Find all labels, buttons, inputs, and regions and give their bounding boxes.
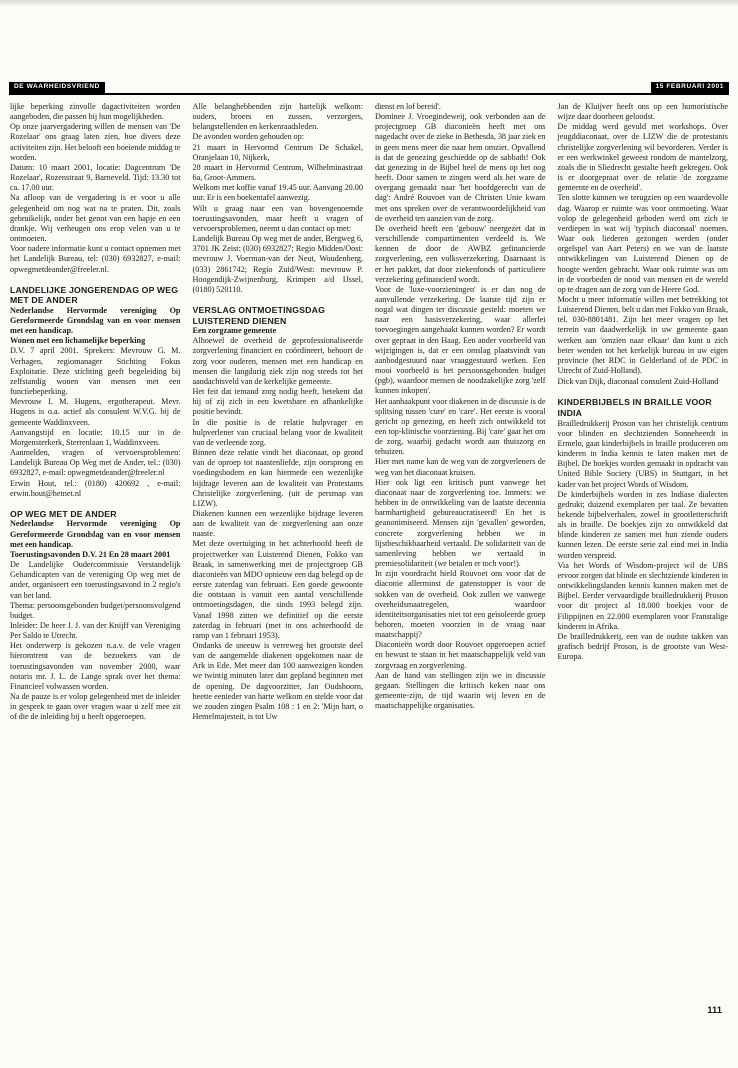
paragraph: Diaconieën wordt door Rouvoet opgeroepen actief en bewust te staan in het maatschappelijk veld van zorgvraag en zorgverlening. xyxy=(375,640,546,670)
paragraph: Diakenen kunnen een wezenlijke bijdrage leveren aan de kwaliteit van de zorgverlening aan onze naaste. xyxy=(192,508,363,539)
paragraph: Met deze overtuiging in het achterhoofd heeft de projectwerker van Luisterend Dienen, Fokko van Braak, in samenwerking met de projectgroep GB diaconieën van MDO opnieuw een dag belegd op de eerste zaterdag van februari. Een goede gewoonte die ontstaan is vanuit een aantal verschillende ontmoetingsdagen, die sinds 1993 belegd zijn. Vanaf 1998 zitten we definitief op die eerste zaterdag in februari (met in ons achterhoofd de ramp van 1 februari 1953). xyxy=(192,539,363,640)
paragraph: De Landelijke Oudercommissie Verstandelijk Gehandicapten van de vereniging Op weg met de ander, organiseert een toerustingsavond in 2 regio's van het land. xyxy=(10,560,181,600)
signature-line: Dick van Dijk, diaconaal consulent Zuid-Holland xyxy=(557,377,719,387)
paragraph: Na de pauze is er volop gelegenheid met de inleider in gesprek te gaan over vragen waar u zelf mee zit of die de inleiding bij u heeft opgeroepen. xyxy=(10,692,181,722)
paragraph: In die positie is de relatie hulpvrager en hulpverlener van cruciaal belang voor de kwaliteit van de verleende zorg. xyxy=(192,417,363,447)
paragraph: Brailledrukkerij Proson van het christelijk centrum voor blinden en slechtzienden Sonneheerdt in Ermelo, gaat kinderbijbels in braille produceren om kinderen in India kennis te laten maken met de Bijbel. De boekjes worden gemaakt in opdracht van United Bible Society (UBS) in Stuttgart, in het kader van het project Words of Wisdom. xyxy=(557,418,728,489)
paragraph: Datum: 10 maart 2001, locatie: Dagcentrum 'De Rozelaar', Rozenstraat 9, Barneveld. Tijd: 13.30 tot ca. 17.00 uur. xyxy=(10,162,181,193)
paragraph: D.V. 7 april 2001. Sprekers: Mevrouw G. M. Verhagen, regiomanager Stichting Fokus Exploitatie. Deze stichting geeft begeleiding bij zelfstandig wonen van mensen met een functiebeperking. xyxy=(10,346,181,397)
paragraph: Het feit dat iemand zorg nodig heeft, betekent dat hij of zij zich in een kwetsbare en afhankelijke positie bevindt. xyxy=(192,387,363,417)
bold-paragraph: Nederlandse Hervormde vereniging Op Gereformeerde Grondslag van en voor mensen met een handicap. xyxy=(10,305,181,336)
subsection-heading: Wonen met een lichamelijke beperking xyxy=(10,336,146,346)
paragraph: dienst en lof bereid'. xyxy=(375,102,441,111)
paragraph: Erwin Hout, tel.: (0180) 420692 , e-mail: erwin.hout@hetnet.nl xyxy=(10,478,181,498)
paragraph: Alhoewel de overheid de geprofessionaliseerde zorgverlening financiert en coördineert, behoort de zorg voor ouderen, mensen met een handicap en mensen die langdurig ziek zijn nog steeds tot het aandachtsveld van de kerkelijke gemeente. xyxy=(192,336,363,386)
masthead-label: DE WAARHEIDSVRIEND xyxy=(9,82,105,93)
text-column-3 xyxy=(375,102,546,723)
paragraph: Mocht u meer informatie willen met betrekking tot Luisterend Dienen, belt u dan met Fokko van Braak, tel. 030-8801481. Zijn het meer vragen op het terrein van daadwerkelijk in uw gemeente gaan werken aan 'omzien naar elkaar' dan kunt u zich beter wenden tot het kerkelijk bureau in uw eigen provincie (het RDC in Gelderland of de PDC in Utrecht of Zuid-Holland). xyxy=(557,294,728,376)
paragraph: Hier ook ligt een kritisch punt vanwege het diaconaat naar de zorgverlening toe. Immers: we hebben in de ontwikkeling van de laatste decennia barmhartigheid gebureaucratiseerd! En het is geanonimiseerd. Mensen zijn 'gevallen' geworden, concrete zorgverlening hebben we in lijstbeschikbaarheid vertaald. De solidariteit van de samenleving hebben we vertaald in premiesolidariteit (we betalen er toch voor!). xyxy=(375,477,546,569)
paragraph: Het aanhaakpunt voor diakenen in de discussie is de splitsing tussen 'cure' en 'care'. Het eerste is vooral gericht op genezing, en heeft zich ontwikkeld tot een top-klinische voorziening. Bij 'care' gaat het om de zorg, waarbij gedacht wordt aan thuiszorg en tehuizen. xyxy=(375,396,546,457)
paragraph: Hier met name kan de weg van de zorgverleners de weg van het diaconaat kruisen. xyxy=(375,457,546,477)
page-number: 111 xyxy=(707,1005,722,1016)
section-heading: LANDELIJKE JONGERENDAG OP WEG MET DE ANDER xyxy=(10,284,179,306)
paragraph: Inleider: De heer J. J. van der Knijff van Vereniging Per Saldo te Utrecht. xyxy=(10,620,181,641)
paragraph: 28 maart in Hervormd Centrum, Wilhelminastraat 6a, Groot-Ammers. xyxy=(192,162,363,183)
text-column-4 xyxy=(558,102,729,723)
issue-date-label: 15 FEBRUARI 2001 xyxy=(651,82,729,93)
paragraph: Op onze jaarvergadering willen de mensen van 'De Rozelaar' ons graag laten zien, hoe divers deze activiteiten zijn. Het belooft een boeiende middag te worden. xyxy=(10,122,181,162)
paragraph: Ondanks de sneeuw is verreweg het grootste deel van de aangemelde diakenen opgekomen naar de Ark in Ede. Met meer dan 100 aanwezigen konden we twintig minuten later dan gepland beginnen met de opening. De dagvoorzitter, Jan Oudshoorn, heette eenieder van harte welkom en stelde voor dat we zouden zingen Psalm 108 : 1 en 2: 'Mijn hart, o Hemelmajesteit, is tot Uw xyxy=(192,641,363,722)
paragraph: Binnen deze relatie vindt het diaconaat, op grond van de oproep tot naastenliefde, zijn oorsprong en voedingsbodem en kan hiermede een wezenlijke bijdrage leveren aan de kwaliteit van Protestants Christelijke zorgverlening. (uit de persmap van LIZW). xyxy=(192,448,363,508)
paragraph: Dominee J. Vroegindeweij, ook verbonden aan de projectgroep GB diaconieën heeft met ons nagedacht over de zieke in Bethesda, 38 jaar ziek en in geen mens meer die naar hem omziet. Opvallend is dat de genezing geschiedde op de sabbath! Ook dat genezing in de Bijbel heel de mens op het oog heeft. Door samen te zingen werd als het ware de overgang gemaakt naar 'het hoofdgerecht van de dag': André Rouvoet van de Christen Unie kwam met ons spreken over de verantwoordelijkheid van de overheid ten aanzien van de zorg. xyxy=(375,112,546,223)
paragraph: Wilt u graag naar een van bovengenoemde toerustingsavonden, maar heeft u vragen of vervoersproblemen, neemt u dan contact op met: xyxy=(192,203,363,233)
paragraph: De overheid heeft een 'gebouw' neergezet dat in verschillende compartimenten verdeeld is. We kennen de door de AWBZ gefinancierde zorgverlening, een volksverzekering. Daarnaast is er het pakket, dat door ziekenfonds of particuliere verzekering gefinancierd wordt. xyxy=(375,223,546,284)
paragraph: Thema: persoonsgebonden budget/persoonsvolgend budget. xyxy=(10,600,181,620)
paragraph: 21 maart in Hervormd Centrum De Schakel, Oranjelaan 10, Nijkerk, xyxy=(192,142,363,162)
paragraph: De kinderbijbels worden in zes Indiase dialecten gedrukt; duizend exemplaren per taal. Ze bevatten bekende bijbelverhalen, zowel in grootletterschrift als in braille. De boekjes zijn zo ontwikkeld dat blinde kinderen ze samen met hun ziende ouders kunnen lezen. De eerste serie zal eind mei in India worden verspreid. xyxy=(557,489,728,560)
paragraph: De middag werd gevuld met workshops. Over jeugddiaconaat, over de LIZW die de protestants christelijke zorgverlening wil bevorderen. Verder is er een werkwinkel geweest rondom de mantelzorg, zoals die in Sliedrecht gestalte heeft gekregen. Ook is er doorgepraat over de relatie 'de zorgzame gemeente en de overheid'. xyxy=(557,122,728,193)
paragraph: Voor de 'luxe-voorzieningen' is er dan nog de aanvullende verzekering. De laatste tijd zijn er nogal wat dingen ter discussie gesteld: moeten we naar een basisverzekering, waar allerlei toevoegingen aangehaakt kunnen worden? Er wordt over gepraat in den Haag. Een ander voorbeeld van wijzigingen is, dat er een omslag plaatsvindt van aanbodgestuurd naar vraaggestuurd werken. Een mooi voorbeeld is het persoonsgebonden budget (pgb), waardoor mensen de noodzakelijke zorg 'zelf kunnen inkopen'. xyxy=(375,284,546,396)
paragraph: Aan de hand van stellingen zijn we in discussie gegaan. Stellingen die kritisch keken naar ons gemeente-zijn, de tijd waarin wij leven en de maatschappelijke organisaties. xyxy=(375,670,546,711)
section-heading: KINDERBIJBELS IN BRAILLE VOOR INDIA xyxy=(557,397,712,418)
paragraph: Aanvangstijd en locatie: 10.15 uur in de Morgensterkerk, Sterrenlaan 1, Waddinxveen. xyxy=(10,427,181,447)
article-columns xyxy=(10,102,728,723)
paragraph: lijke beperking zinvolle dagactiviteiten worden aangeboden, die passen bij hun mogelijkheden. xyxy=(10,102,181,122)
paragraph: Alle belanghebbenden zijn hartelijk welkom: ouders, broers en zussen, verzorgers, belangstellenden en kerkenraadsleden. xyxy=(192,102,363,132)
paragraph: Na afloop van de vergadering is er voor u alle gelegenheid om nog wat na te praten. Dit, zoals gebruikelijk, onder het genot van een hapje en een drankje. Wij verheugen ons erop velen van u te ontmoeten. xyxy=(10,193,181,244)
subsection-heading: Een zorgzame gemeente xyxy=(192,326,277,336)
paragraph: Mevrouw I. M. Hugens, ergotherapeut. Mevr. Hugens is o.a. actief als consulent W.V.G. bij de gemeente Waddinxveen. xyxy=(10,397,181,427)
paragraph: In zijn voordracht hield Rouvoet ons voor dat de diaconie allerminst de gatenstopper is voor de sokken van de overheid. Ook zullen we vanwege overheidsmaatregelen, waardoor identiteitsorganisaties niet tot een geïsoleerde groep behoren, moeten voorzien in de vraag naar maatschappij? xyxy=(375,569,546,640)
paragraph: Landelijk Bureau Op weg met de ander, Bergweg 6, 3701 JK Zeist: (030) 6932827; Regio Midden/Oost: mevrouw J. Voerman-van der Neut, Woudenberg, (033) 2861742; Regio Zuid/West: mevrouw P. Hoogendijk-Zwijnenburg, Krimpen a/d IJssel, (0180) 520110. xyxy=(192,234,363,294)
section-heading: VERSLAG ONTMOETINGSDAG LUISTEREND DIENEN xyxy=(192,304,326,326)
text-column-1 xyxy=(10,102,181,723)
page-header-rule xyxy=(9,82,729,95)
paragraph: Welkom met koffie vanaf 19.45 uur. Aanvang 20.00 uur. Er is een boekentafel aanwezig. xyxy=(192,183,363,203)
paragraph: Ten slotte kunnen we terugzien op een waardevolle dag. Waarop er ruimte was voor ontmoeting. Waar volop de gelegenheid geboden werd om zich te verdiepen in wat wij 'typisch diaconaal' noemen. Waar ook liederen gezongen werden (onder orgelspel van Aart Peters) en we van de laatste ontwikkelingen van Luisterend Dienen op de hoogte werden gebracht. Waar ook ruimte was om in de voorbeden de nood van mensen en de wereld op te dragen aan de zorg van de Heere God. xyxy=(557,193,728,294)
section-heading: OP WEG MET DE ANDER xyxy=(10,508,117,519)
paragraph: Via het Words of Wisdom-project wil de UBS ervoor zorgen dat blinde en slechtziende kinderen in ontwikkelingslanden kennis kunnen maken met de Bijbel. Eerder vervaardigde brailledrukkerij Proson voor dit project al 18.000 boekjes voor de Filippijnen en 22.000 exemplaren voor Franstalige kinderen in Afrika. xyxy=(557,560,728,631)
subsection-heading: Toerustingsavonden D.V. 21 En 28 maart 2001 xyxy=(10,549,171,559)
paragraph: De avonden worden gehouden op: xyxy=(192,132,305,142)
paragraph: Aanmelden, vragen of vervoersproblemen: Landelijk Bureau Op Weg met de Ander, tel.: (030) 6932827, e-mail: opwegmetdeander@freeler.nl xyxy=(10,448,181,478)
text-column-2 xyxy=(193,102,364,723)
paragraph: De brailledrukkerij, een van de oudste takken van grafisch bedrijf Proson, is de grootste van West-Europa. xyxy=(557,631,728,662)
bold-paragraph: Nederlandse Hervormde vereniging Op Gereformeerde Grondslag van en voor mensen met een handicap. xyxy=(10,519,181,549)
paragraph: Voor nadere informatie kunt u contact opnemen met het Landelijk Bureau, tel: (030) 6932827, e-mail: opwegmetdeander@freeler.nl. xyxy=(10,244,181,274)
paragraph: Jan de Kluijver heeft ons op een humoristische wijze daar doorheen geloodst. xyxy=(557,102,728,122)
paragraph: Het onderwerp is gekozen n.a.v. de vele vragen hieromtrent van de bezoekers van de toerustingsavonden van november 2000, waar notaris mr. J. L. de Lange sprak over het thema: Financieel volwassen worden. xyxy=(10,641,181,691)
